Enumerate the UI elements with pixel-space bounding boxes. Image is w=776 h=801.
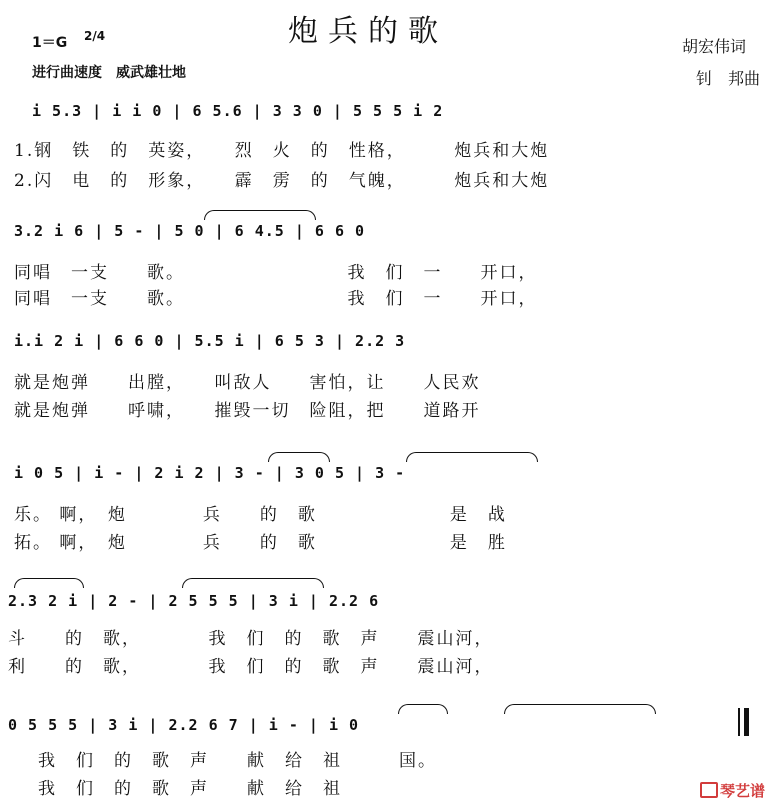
- lyrics-line-5-verse-2: 利 的 歌， 我 们 的 歌 声 震山河，: [8, 657, 494, 677]
- slur-mark: [204, 210, 316, 220]
- composer-credit: 钊 邦曲: [696, 69, 761, 88]
- lyrics-line-2-verse-2: 同唱 一支 歌。 我 们 一 开口，: [14, 289, 538, 309]
- watermark-text: 琴艺谱: [720, 782, 766, 800]
- slur-mark: [268, 452, 330, 462]
- final-barline-thick: [744, 708, 749, 736]
- lyrics-line-4-verse-1: 乐。 啊， 炮 兵 的 歌 是 战: [14, 505, 507, 525]
- time-signature: 2/4: [84, 29, 106, 43]
- key-signature: 1＝G: [32, 35, 68, 51]
- slur-mark: [504, 704, 656, 714]
- slur-mark: [182, 578, 324, 588]
- tempo-marking: 进行曲速度 威武雄壮地: [32, 65, 186, 81]
- slur-mark: [14, 578, 84, 588]
- lyrics-line-1-verse-2: 2.闪 电 的 形象， 霹 雳 的 气魄， 炮兵和大炮: [14, 171, 550, 191]
- notation-line-2: 3.2 i 6 | 5 - | 5 0 | 6 4.5 | 6 6 0: [14, 222, 366, 240]
- lyricist-credit: 胡宏伟词: [682, 37, 747, 56]
- watermark-logo: [700, 780, 765, 801]
- lyrics-line-2-verse-1: 同唱 一支 歌。 我 们 一 开口，: [14, 263, 538, 283]
- lyrics-line-3-verse-2: 就是炮弹 呼啸， 摧毁一切 险阻，把 道路开: [14, 401, 481, 421]
- lyrics-line-3-verse-1: 就是炮弹 出膛， 叫敌人 害怕，让 人民欢: [14, 373, 481, 393]
- page-title: 炮兵的歌: [288, 14, 448, 49]
- lyrics-line-6-verse-1: 我 们 的 歌 声 献 给 祖 国。: [38, 751, 437, 771]
- notation-line-1: i 5.3 | i i 0 | 6 5.6 | 3 3 0 | 5 5 5 i 2: [32, 102, 444, 120]
- slur-mark: [398, 704, 448, 714]
- notation-line-5: 2.3 2 i | 2 - | 2 5 5 5 | 3 i | 2.2 6: [8, 592, 380, 610]
- lyrics-line-1-verse-1: 1.钢 铁 的 英姿， 烈 火 的 性格， 炮兵和大炮: [14, 141, 550, 161]
- lyrics-line-6-verse-2: 我 们 的 歌 声 献 给 祖: [38, 779, 342, 799]
- lyrics-line-5-verse-1: 斗 的 歌， 我 们 的 歌 声 震山河，: [8, 629, 494, 649]
- lyrics-line-4-verse-2: 拓。 啊， 炮 兵 的 歌 是 胜: [14, 533, 507, 553]
- logo-mark-icon: [700, 782, 718, 798]
- notation-line-3: i.i 2 i | 6 6 0 | 5.5 i | 6 5 3 | 2.2 3: [14, 332, 406, 350]
- notation-line-4: i 0 5 | i - | 2 i 2 | 3 - | 3 0 5 | 3 -: [14, 464, 406, 482]
- final-barline-thin: [738, 708, 740, 736]
- slur-mark: [406, 452, 538, 462]
- notation-line-6: 0 5 5 5 | 3 i | 2.2 6 7 | i - | i 0: [8, 716, 360, 734]
